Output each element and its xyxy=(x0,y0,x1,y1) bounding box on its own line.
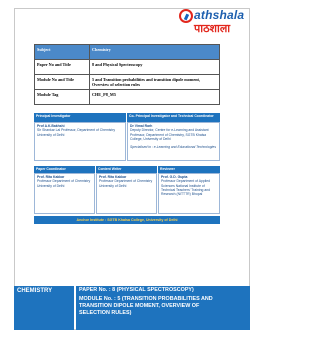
footer-paper-line: PAPER No. : 8 (PHYSICAL SPECTROSCOPY) xyxy=(79,287,194,293)
table-row xyxy=(35,75,220,90)
co-pi-name: Dr Vimal Rarh xyxy=(130,124,153,128)
content-writer-role: Professor Department of Chemistry University of Delhi xyxy=(99,179,153,188)
paper-coordinator-role: Professor Department of Chemistry University of Delhi xyxy=(37,179,91,188)
reviewer-name: Prof. G.D. Gupta xyxy=(161,175,188,179)
pi-name: Prof A.K.Bakhshi xyxy=(37,124,65,128)
anchor-institute-bar: Anchor Institute : SGTB Khalsa College, University of Delhi xyxy=(34,216,220,224)
subject-value: Chemistry xyxy=(90,45,220,60)
paper-value: 8 and Physical Spectroscopy xyxy=(90,60,220,75)
paper-coordinator-name: Prof. Rita Kakkar xyxy=(37,175,65,179)
module-value: 5 and Transition probabilities and transition dipole moment, Overview of selection rules xyxy=(90,75,220,90)
reviewer-header: Reviewer xyxy=(158,166,220,173)
footer-module-line-2: TRANSITION DIPOLE MOMENT, OVERVIEW OF xyxy=(79,303,200,309)
module-label: Module No and Title xyxy=(35,75,90,90)
co-pi-cell xyxy=(127,122,220,161)
table-row xyxy=(35,90,220,105)
writers-table xyxy=(34,166,220,214)
co-pi-role: Deputy Director, Centre for e-Learning and Assistant Professor, Department of Chemistry, SGTB Khalsa College, University of Delhi xyxy=(130,128,209,141)
pen-logo-icon xyxy=(179,9,193,23)
content-writer-header: Content Writer xyxy=(96,166,157,173)
investigators-table xyxy=(34,113,220,161)
pi-role: Sir Shankar Lal Professor, Department of Chemistry University of Delhi xyxy=(37,128,116,137)
module-tag-value: CHE_P8_M5 xyxy=(90,90,220,105)
table-header-row xyxy=(35,45,220,60)
pi-header: Principal Investigator xyxy=(34,113,126,122)
subject-band xyxy=(14,286,74,330)
paper-label: Paper No and Title xyxy=(35,60,90,75)
co-pi-specialisation: Specialised in : e-Learning and Educational Technologies xyxy=(130,145,217,150)
logo-text: athshala xyxy=(194,8,245,22)
footer-module-line-3: SELECTION RULES) xyxy=(79,310,132,316)
footer-module-line-1: MODULE No. : 5 (TRANSITION PROBABILITIES AND xyxy=(79,296,213,302)
subject-band-text: CHEMISTRY xyxy=(17,288,53,294)
reviewer-cell xyxy=(158,173,220,214)
logo-hindi-text: पाठशाला xyxy=(194,22,231,35)
co-pi-header: Co- Principal Investigator and Technical Coordinator xyxy=(127,113,220,122)
module-info-table xyxy=(34,44,220,105)
content-writer-name: Prof. Rita Kakkar xyxy=(99,175,127,179)
reviewer-role: Professor Department of Applied Sciences National Institute of Technical Teachers' Training and Research (NITTTR) Bhopal xyxy=(161,179,211,197)
pi-cell xyxy=(34,122,126,161)
table-row xyxy=(35,60,220,75)
epathshala-logo xyxy=(178,8,252,36)
paper-coordinator-header: Paper Coordinator xyxy=(34,166,95,173)
paper-module-band xyxy=(76,286,250,330)
module-tag-label: Module Tag xyxy=(35,90,90,105)
content-writer-cell xyxy=(96,173,157,214)
paper-coordinator-cell xyxy=(34,173,95,214)
subject-label: Subject xyxy=(35,45,90,60)
